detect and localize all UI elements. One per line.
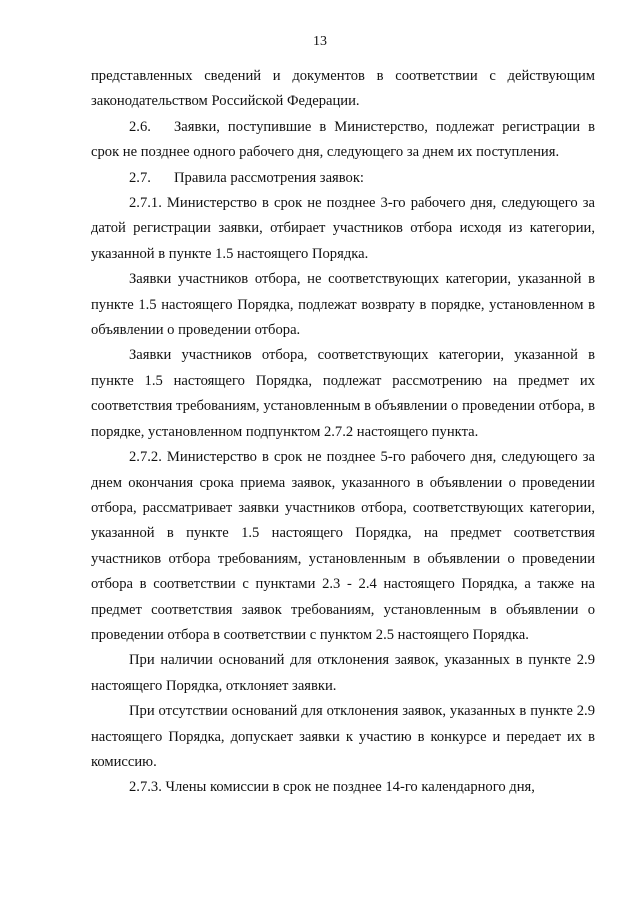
paragraph-continuation: представленных сведений и документов в соответствии с действующим законодательством Российской Федерации. xyxy=(91,68,595,110)
clause-text: Заявки, поступившие в Министерство, подлежат регистрации в срок не позднее одного рабочего дня, следующего за днем их поступления. xyxy=(91,118,595,161)
paragraph-2-7 xyxy=(91,166,595,191)
paragraph-text: При отсутствии оснований для отклонения заявок, указанных в пункте 2.9 настоящего Порядка, допускает заявки к участию в конкурсе и передает их в комиссию. xyxy=(91,703,595,770)
paragraph-2-7-1: 2.7.1. Министерство в срок не позднее 3-го рабочего дня, следующего за датой регистрации заявки, отбирает участников отбора исходя из категории, указанной в пункте 1.5 настоящего Порядка. xyxy=(91,195,595,262)
clause-number: 2.6. xyxy=(129,118,151,135)
paragraph-text: При наличии оснований для отклонения заявок, указанных в пункте 2.9 настоящего Порядка, отклоняет заявки. xyxy=(91,652,595,694)
clause-number: 2.7. xyxy=(129,169,151,186)
paragraph-2-6 xyxy=(91,115,595,166)
clause-text: Правила рассмотрения заявок: xyxy=(174,169,364,186)
paragraph-2-7-2: 2.7.2. Министерство в срок не позднее 5-го рабочего дня, следующего за днем окончания срока приема заявок, указанного в объявлении о проведении отбора, рассматривает заявки участников отбора, соответствующих категории, указанной в пункте 1.5 настоящего Порядка, на предмет соответствия участников отбора требованиям, установленным в объявлении о проведении отбора в соответствии с пунктами 2.3 - 2.4 настоящего Порядка, а также на предмет соответствия заявок требованиям, установленным в объявлении о проведении отбора в соответствии с пунктом 2.5 настоящего Порядка. xyxy=(91,449,595,643)
page-number: 13 xyxy=(313,34,327,49)
paragraph-2-7-3: 2.7.3. Члены комиссии в срок не позднее 14-го календарного дня, xyxy=(129,779,535,796)
paragraph-text: Заявки участников отбора, соответствующих категории, указанной в пункте 1.5 настоящего Порядка, подлежат рассмотрению на предмет их соответствия требованиям, установленным в объявлении о проведении отбора, в порядке, установленном подпунктом 2.7.2 настоящего пункта. xyxy=(91,347,595,440)
document-body xyxy=(91,64,595,801)
paragraph-text: Заявки участников отбора, не соответствующих категории, указанной в пункте 1.5 настоящего Порядка, подлежат возврату в порядке, установленном в объявлении о проведении отбора. xyxy=(91,271,595,339)
